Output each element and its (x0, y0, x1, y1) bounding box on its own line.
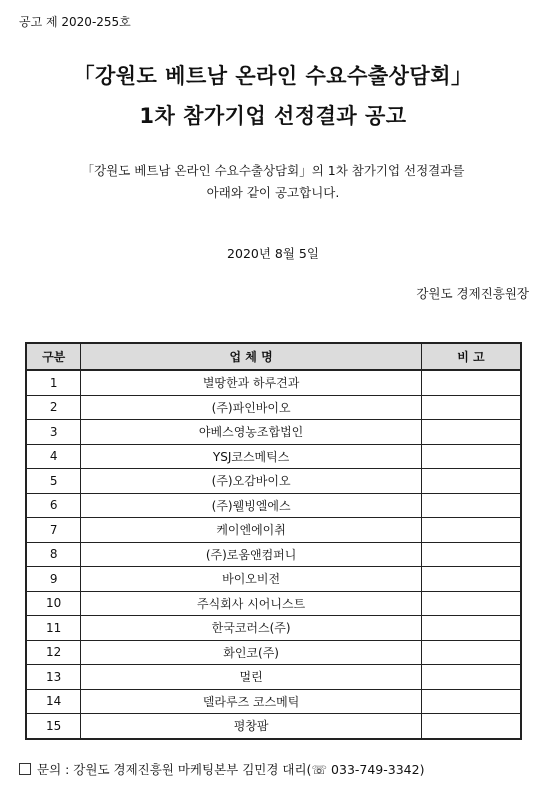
table-row (26, 616, 521, 641)
row-company: 한국코러스(주) (81, 616, 422, 641)
issuer: 강원도 경제진흥원장 (416, 286, 529, 301)
table-row (26, 689, 521, 714)
row-note (421, 469, 521, 494)
announcement-date: 2020년 8월 5일 (227, 246, 319, 261)
body-text-line2: 아래와 같이 공고합니다. (206, 185, 340, 200)
row-number: 11 (26, 616, 81, 641)
table-row (26, 591, 521, 616)
contact-info (19, 760, 424, 778)
row-company: 주식회사 시어니스트 (81, 591, 422, 616)
row-company: 평창팜 (81, 714, 422, 739)
table-row (26, 714, 521, 739)
row-number: 7 (26, 518, 81, 543)
row-note (421, 542, 521, 567)
table-row (26, 493, 521, 518)
table-row (26, 469, 521, 494)
table-row (26, 640, 521, 665)
header-note: 비 고 (421, 343, 521, 370)
checkbox-icon (19, 763, 31, 775)
page-title-line2: 1차 참가기업 선정결과 공고 (139, 104, 407, 128)
row-company: 바이오비전 (81, 567, 422, 592)
row-company: 멀린 (81, 665, 422, 690)
selection-table (25, 342, 522, 740)
row-company: (주)파인바이오 (81, 395, 422, 420)
row-number: 9 (26, 567, 81, 592)
table-row (26, 567, 521, 592)
row-note (421, 420, 521, 445)
row-note (421, 567, 521, 592)
row-number: 13 (26, 665, 81, 690)
row-company: (주)웰빙엘에스 (81, 493, 422, 518)
row-note (421, 493, 521, 518)
row-company: 화인코(주) (81, 640, 422, 665)
table-row (26, 395, 521, 420)
header-category: 구분 (26, 343, 81, 370)
row-note (421, 370, 521, 395)
table-row (26, 665, 521, 690)
row-number: 6 (26, 493, 81, 518)
row-company: 케이엔에이취 (81, 518, 422, 543)
body-text-line1: 「강원도 베트남 온라인 수요수출상담회」의 1차 참가기업 선정결과를 (81, 163, 465, 178)
row-number: 12 (26, 640, 81, 665)
row-number: 8 (26, 542, 81, 567)
table-row (26, 420, 521, 445)
row-note (421, 395, 521, 420)
notice-number: 공고 제 2020-255호 (19, 15, 131, 29)
table-row (26, 370, 521, 395)
contact-text: 문의 : 강원도 경제진흥원 마케팅본부 김민경 대리(☏ 033-749-3342) (37, 762, 425, 777)
table-row (26, 518, 521, 543)
row-number: 5 (26, 469, 81, 494)
row-company: 별땅한과 하루견과 (81, 370, 422, 395)
row-note (421, 444, 521, 469)
row-note (421, 616, 521, 641)
row-number: 14 (26, 689, 81, 714)
row-company: (주)로움앤컴퍼니 (81, 542, 422, 567)
page-title-line1: 「강원도 베트남 온라인 수요수출상담회」 (73, 64, 473, 88)
table-header-row (26, 343, 521, 370)
row-number: 10 (26, 591, 81, 616)
row-company: (주)오감바이오 (81, 469, 422, 494)
table-row (26, 444, 521, 469)
row-note (421, 591, 521, 616)
row-note (421, 689, 521, 714)
row-number: 1 (26, 370, 81, 395)
row-note (421, 665, 521, 690)
row-note (421, 518, 521, 543)
row-note (421, 714, 521, 739)
row-company: 야베스영농조합법인 (81, 420, 422, 445)
row-number: 3 (26, 420, 81, 445)
row-number: 15 (26, 714, 81, 739)
row-company: YSJ코스메틱스 (81, 444, 422, 469)
row-company: 델라루즈 코스메틱 (81, 689, 422, 714)
row-number: 2 (26, 395, 81, 420)
header-company: 업 체 명 (81, 343, 422, 370)
row-note (421, 640, 521, 665)
table-row (26, 542, 521, 567)
row-number: 4 (26, 444, 81, 469)
